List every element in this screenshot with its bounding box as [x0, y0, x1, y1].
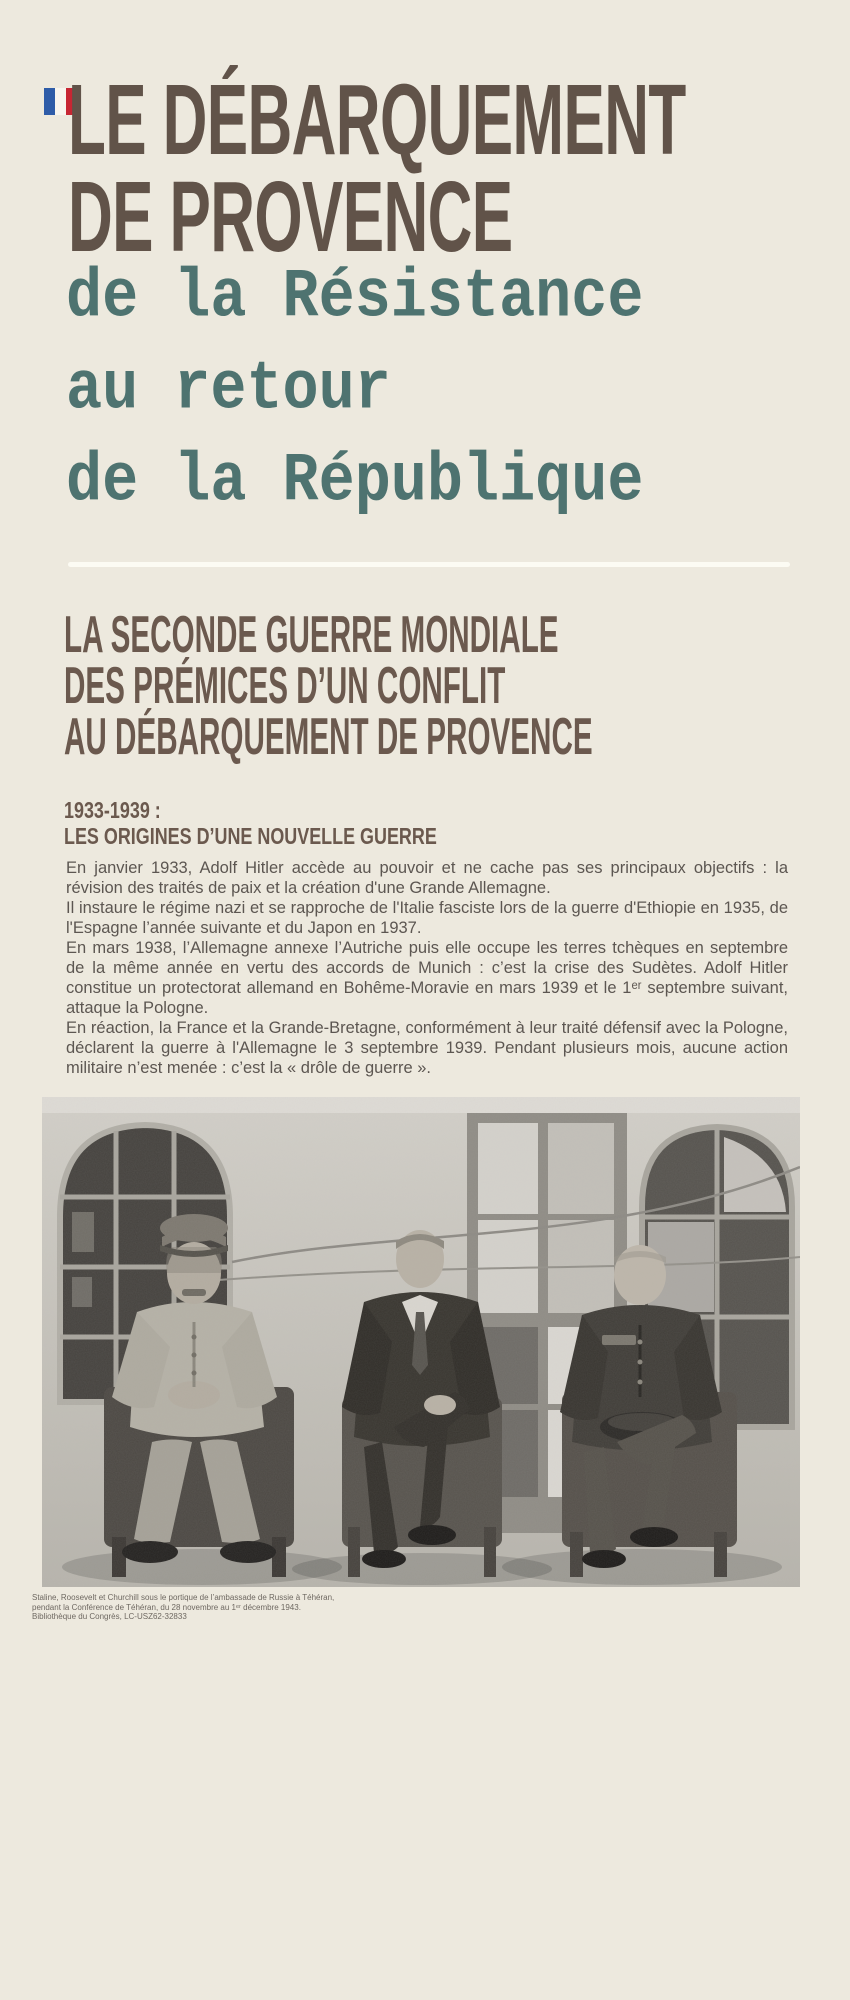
subtitle-line-2: au retour — [66, 350, 391, 429]
page-title — [68, 64, 850, 273]
paragraph-3: En mars 1938, l’Allemagne annexe l’Autriche puis elle occupe les terres tchèques en septembre de la même année en vertu des accords de Munich : c’est la crise des Sudètes. Adolf Hitler constitue un protectorat allemand en Bohême-Moravie en mars 1939 et le 1ᵉʳ septembre suivant, attaque la Pologne. — [66, 939, 788, 1017]
paragraph-1: En janvier 1933, Adolf Hitler accède au pouvoir et ne cache pas ses principaux objectifs : la révision des traités de paix et la création d'une Grande Allemagne. — [66, 859, 788, 897]
caption-line-2: pendant la Conférence de Téhéran, du 28 novembre au 1ᵉʳ décembre 1943. — [32, 1602, 301, 1612]
title-line-1: LE DÉBARQUEMENT — [68, 64, 686, 176]
subtitle-line-1: de la Résistance — [66, 258, 644, 337]
section-subheading — [64, 797, 542, 849]
section-heading-line-2: DES PRÉMICES D’UN CONFLIT — [64, 657, 506, 715]
paragraph-2: Il instaure le régime nazi et se rapproche de l'Italie fasciste lors de la guerre d'Ethiopie en 1935, de l'Espagne l’année suivante et du Japon en 1937. — [66, 899, 788, 937]
flag-white-stripe — [55, 88, 66, 115]
subheading-line-2: LES ORIGINES D’UNE NOUVELLE GUERRE — [64, 823, 437, 849]
subtitle-line-3: de la République — [66, 442, 644, 521]
body-text — [66, 858, 788, 1078]
section-heading-line-3: AU DÉBARQUEMENT DE PROVENCE — [64, 708, 593, 766]
caption-line-1: Staline, Roosevelt et Churchill sous le portique de l’ambassade de Russie à Téhéran, — [32, 1593, 335, 1602]
section-divider — [68, 562, 790, 567]
paragraph-4: En réaction, la France et la Grande-Bretagne, conformément à leur traité défensif avec la Pologne, déclarent la guerre à l'Allemagne le 3 septembre 1939. Pendant plusieurs mois, aucune action militaire n’est menée : c’est la « drôle de guerre ». — [66, 1019, 788, 1077]
page-subtitle — [66, 252, 661, 528]
flag-blue-stripe — [44, 88, 55, 115]
section-heading — [64, 606, 850, 766]
tehran-conference-photo — [42, 1097, 800, 1587]
photo-caption — [32, 1593, 334, 1622]
subheading-line-1: 1933-1939 : — [64, 797, 161, 823]
title-line-2: DE PROVENCE — [68, 161, 513, 273]
section-heading-line-1: LA SECONDE GUERRE MONDIALE — [64, 606, 559, 664]
caption-line-3: Bibliothèque du Congrès, LC-USZ62-32833 — [32, 1612, 187, 1621]
